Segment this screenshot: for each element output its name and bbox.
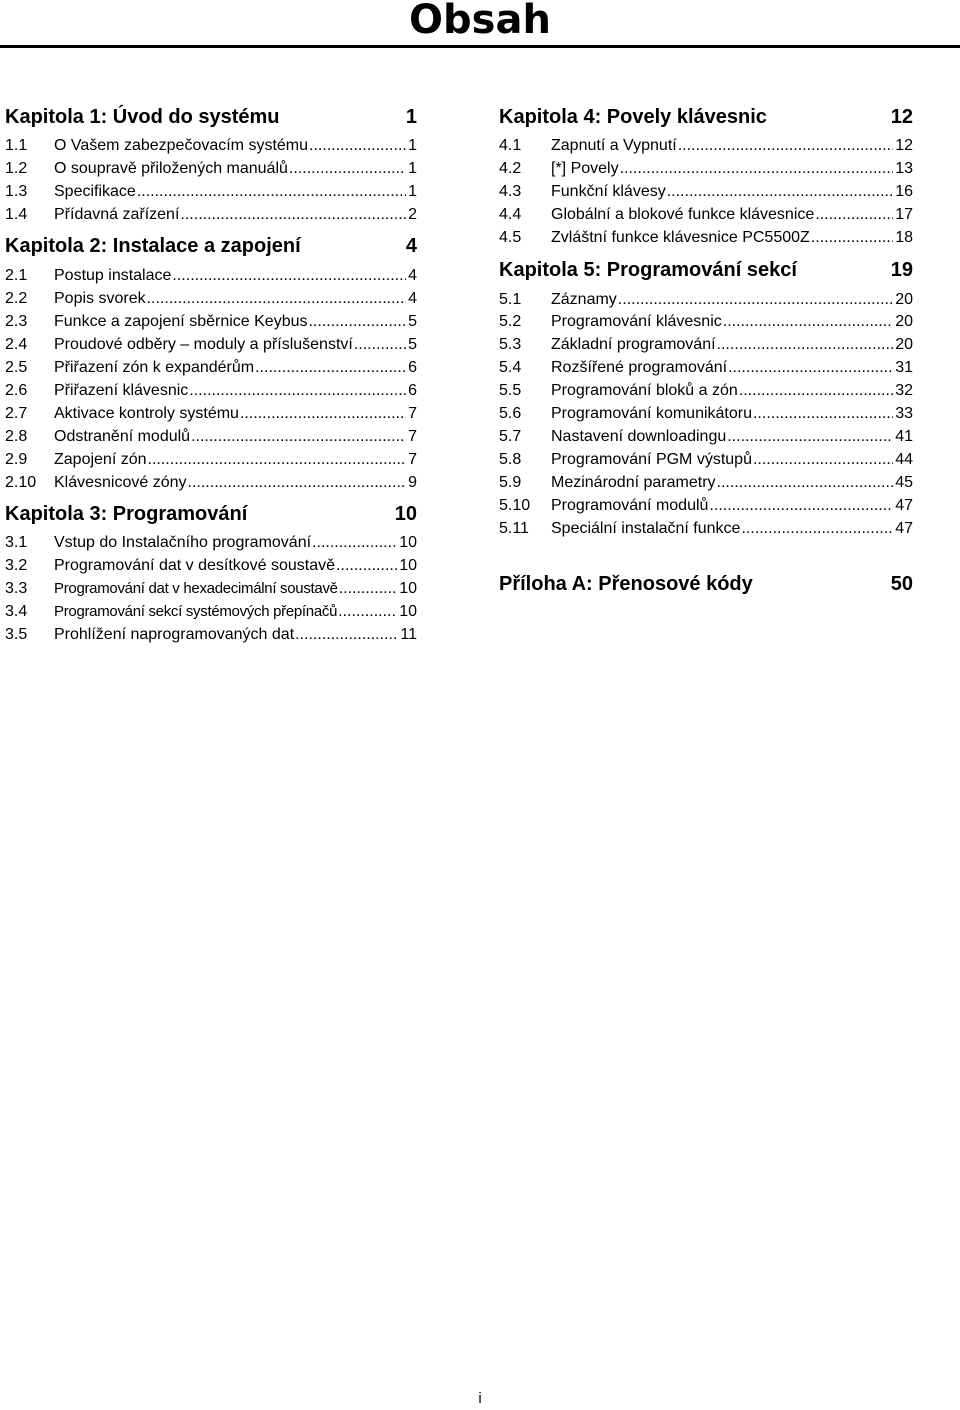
toc-entry[interactable] (5, 426, 417, 448)
entry-number: 2.10 (5, 474, 37, 491)
dot-leader (188, 472, 407, 494)
entry-number: 2.1 (5, 267, 28, 284)
page-number: i (478, 1390, 482, 1407)
toc-entry[interactable] (499, 289, 913, 311)
title-rule (0, 45, 960, 48)
entry-page: 47 (895, 497, 913, 514)
entry-number: 2.5 (5, 359, 28, 376)
chapter-page: 10 (394, 503, 417, 525)
entry-title: [*] Povely (551, 160, 619, 177)
toc-entry[interactable] (499, 357, 913, 379)
toc-entry[interactable] (5, 311, 417, 333)
toc-entry[interactable] (5, 357, 417, 379)
entry-number: 2.4 (5, 336, 28, 353)
toc-entry[interactable] (5, 578, 417, 600)
entry-title: Programování PGM výstupů (551, 451, 752, 468)
entry-title: Zapnutí a Vypnutí (551, 137, 677, 154)
page-title: Obsah (409, 0, 551, 43)
chapter-page: 50 (890, 573, 913, 595)
entry-title: O soupravě přiložených manuálů (54, 160, 288, 177)
entry-number: 4.1 (499, 137, 522, 154)
dot-leader (753, 403, 893, 425)
entry-page: 44 (895, 451, 913, 468)
entry-number: 4.2 (499, 160, 522, 177)
chapter-page: 4 (405, 235, 417, 257)
toc-entry[interactable] (5, 135, 417, 157)
entry-page: 5 (408, 336, 417, 353)
entry-title: Programování dat v desítkové soustavě (54, 557, 336, 574)
toc-entry[interactable] (5, 403, 417, 425)
entry-page: 32 (895, 382, 913, 399)
chapter-title: Příloha A: Přenosové kódy (499, 573, 753, 595)
entry-number: 5.10 (499, 497, 531, 514)
toc-entry[interactable] (499, 181, 913, 203)
entry-page: 33 (895, 405, 913, 422)
entry-number: 3.2 (5, 557, 28, 574)
entry-number: 5.7 (499, 428, 522, 445)
entry-number: 1.4 (5, 206, 28, 223)
dot-leader (289, 158, 406, 180)
entry-title: Přiřazení zón k expandérům (54, 359, 255, 376)
entry-title: Přídavná zařízení (54, 206, 180, 223)
toc-entry[interactable] (499, 311, 913, 333)
entry-title: Přiřazení klávesnic (54, 382, 189, 399)
dot-leader (148, 449, 407, 471)
dot-leader (354, 334, 406, 356)
entry-title: Popis svorek (54, 290, 146, 307)
entry-page: 2 (408, 206, 417, 223)
entry-number: 1.2 (5, 160, 28, 177)
entry-title: Programování modulů (551, 497, 709, 514)
entry-page: 10 (399, 580, 417, 597)
dot-leader (811, 227, 893, 249)
entry-number: 5.11 (499, 520, 529, 537)
toc-entry[interactable] (5, 601, 417, 623)
entry-number: 5.5 (499, 382, 522, 399)
entry-number: 3.4 (5, 603, 28, 620)
entry-number: 5.9 (499, 474, 522, 491)
entry-page: 12 (895, 137, 913, 154)
entry-number: 5.4 (499, 359, 522, 376)
chapter-title: Kapitola 4: Povely klávesnic (499, 106, 767, 128)
entry-number: 3.1 (5, 534, 28, 551)
toc-chapter-heading[interactable] (499, 105, 913, 129)
entry-number: 3.3 (5, 580, 28, 597)
toc-entry[interactable] (499, 204, 913, 226)
toc-entry[interactable] (499, 135, 913, 157)
toc-entry[interactable] (5, 204, 417, 226)
dot-leader (678, 135, 893, 157)
entry-title: Záznamy (551, 291, 617, 308)
entry-page: 20 (895, 313, 913, 330)
entry-number: 2.8 (5, 428, 28, 445)
entry-title: Prohlížení naprogramovaných dat (54, 626, 295, 643)
toc-entry[interactable] (5, 472, 417, 494)
toc-entry[interactable] (5, 334, 417, 356)
toc-entry[interactable] (499, 227, 913, 249)
entry-page: 5 (408, 313, 417, 330)
dot-leader (255, 357, 406, 379)
dot-leader (147, 288, 407, 310)
entry-number: 2.7 (5, 405, 28, 422)
entry-number: 3.5 (5, 626, 28, 643)
dot-leader (717, 472, 894, 494)
entry-title: Programování sekcí systémových přepínačů (54, 603, 338, 620)
entry-page: 17 (895, 206, 913, 223)
dot-leader (709, 495, 893, 517)
toc-entry[interactable] (5, 624, 417, 646)
entry-number: 1.1 (5, 137, 28, 154)
toc-entry[interactable] (5, 449, 417, 471)
entry-title: Speciální instalační funkce (551, 520, 741, 537)
toc-chapter-heading[interactable] (5, 234, 417, 258)
entry-number: 4.5 (499, 229, 522, 246)
dot-leader (618, 289, 893, 311)
dot-leader (741, 518, 893, 540)
toc-entry[interactable] (499, 334, 913, 356)
entry-number: 1.3 (5, 183, 28, 200)
chapter-title: Kapitola 5: Programování sekcí (499, 259, 797, 281)
entry-page: 7 (408, 451, 417, 468)
entry-title: Zapojení zón (54, 451, 147, 468)
dot-leader (137, 181, 406, 203)
chapter-page: 19 (890, 259, 913, 281)
dot-leader (336, 555, 397, 577)
toc-entry[interactable] (499, 495, 913, 517)
toc-entry[interactable] (5, 380, 417, 402)
entry-title: Programování bloků a zón (551, 382, 738, 399)
entry-page: 4 (408, 290, 417, 307)
entry-title: Programování dat v hexadecimální soustavě (54, 580, 338, 597)
entry-page: 31 (895, 359, 913, 376)
entry-title: Specifikace (54, 183, 136, 200)
entry-page: 20 (895, 291, 913, 308)
toc-entry[interactable] (499, 518, 913, 540)
chapter-title: Kapitola 2: Instalace a zapojení (5, 235, 301, 257)
dot-leader (717, 334, 894, 356)
entry-page: 20 (895, 336, 913, 353)
entry-page: 10 (399, 534, 417, 551)
entry-page: 1 (408, 183, 417, 200)
entry-title: Postup instalace (54, 267, 172, 284)
dot-leader (753, 449, 893, 471)
dot-leader (191, 426, 406, 448)
toc-entry[interactable] (5, 265, 417, 287)
entry-page: 47 (895, 520, 913, 537)
dot-leader (667, 181, 893, 203)
toc-entry[interactable] (499, 449, 913, 471)
entry-page: 1 (408, 137, 417, 154)
dot-leader (728, 357, 893, 379)
entry-number: 4.3 (499, 183, 522, 200)
chapter-title: Kapitola 1: Úvod do systému (5, 106, 280, 128)
dot-leader (189, 380, 406, 402)
entry-title: Aktivace kontroly systému (54, 405, 239, 422)
entry-page: 16 (895, 183, 913, 200)
dot-leader (338, 601, 397, 623)
dot-leader (739, 380, 893, 402)
entry-number: 5.3 (499, 336, 522, 353)
entry-page: 13 (895, 160, 913, 177)
dot-leader (312, 532, 397, 554)
entry-title: Vstup do Instalačního programování (54, 534, 312, 551)
entry-title: Funkce a zapojení sběrnice Keybus (54, 313, 308, 330)
entry-page: 9 (408, 474, 417, 491)
toc-chapter-heading[interactable] (5, 502, 417, 526)
entry-title: Klávesnicové zóny (54, 474, 187, 491)
entry-number: 2.9 (5, 451, 28, 468)
dot-leader (339, 578, 398, 600)
entry-number: 5.2 (499, 313, 522, 330)
entry-page: 10 (399, 603, 417, 620)
entry-page: 6 (408, 359, 417, 376)
toc-entry[interactable] (499, 158, 913, 180)
entry-number: 2.6 (5, 382, 28, 399)
toc-entry[interactable] (499, 426, 913, 448)
entry-page: 1 (408, 160, 417, 177)
toc-entry[interactable] (499, 380, 913, 402)
entry-title: Mezinárodní parametry (551, 474, 716, 491)
entry-number: 2.3 (5, 313, 28, 330)
entry-number: 5.6 (499, 405, 522, 422)
dot-leader (620, 158, 894, 180)
chapter-title: Kapitola 3: Programování (5, 503, 248, 525)
toc-entry[interactable] (499, 472, 913, 494)
dot-leader (815, 204, 893, 226)
entry-title: Rozšířené programování (551, 359, 728, 376)
toc-chapter-heading[interactable] (499, 258, 913, 282)
entry-number: 5.1 (499, 291, 522, 308)
dot-leader (180, 204, 406, 226)
entry-page: 6 (408, 382, 417, 399)
entry-page: 18 (895, 229, 913, 246)
entry-page: 10 (399, 557, 417, 574)
toc-entry[interactable] (5, 532, 417, 554)
entry-title: Globální a blokové funkce klávesnice (551, 206, 815, 223)
dot-leader (308, 311, 406, 333)
entry-title: Nastavení downloadingu (551, 428, 727, 445)
dot-leader (309, 135, 406, 157)
dot-leader (723, 311, 893, 333)
entry-page: 41 (895, 428, 913, 445)
entry-number: 5.8 (499, 451, 522, 468)
toc-entry[interactable] (5, 181, 417, 203)
entry-title: O Vašem zabezpečovacím systému (54, 137, 309, 154)
entry-title: Programování klávesnic (551, 313, 722, 330)
entry-title: Základní programování (551, 336, 716, 353)
chapter-page: 12 (890, 106, 913, 128)
dot-leader (172, 265, 406, 287)
entry-page: 7 (408, 428, 417, 445)
entry-title: Zvláštní funkce klávesnice PC5500Z (551, 229, 810, 246)
toc-chapter-heading[interactable] (499, 572, 913, 596)
dot-leader (240, 403, 406, 425)
entry-title: Funkční klávesy (551, 183, 666, 200)
dot-leader (295, 624, 398, 646)
entry-page: 45 (895, 474, 913, 491)
toc-entry[interactable] (5, 158, 417, 180)
entry-page: 11 (400, 626, 417, 643)
entry-title: Odstranění modulů (54, 428, 191, 445)
entry-page: 7 (408, 405, 417, 422)
entry-title: Proudové odběry – moduly a příslušenství (54, 336, 353, 353)
toc-chapter-heading[interactable] (5, 105, 417, 129)
toc-entry[interactable] (499, 403, 913, 425)
chapter-page: 1 (405, 106, 417, 128)
toc-entry[interactable] (5, 555, 417, 577)
entry-number: 4.4 (499, 206, 522, 223)
entry-number: 2.2 (5, 290, 28, 307)
entry-title: Programování komunikátoru (551, 405, 752, 422)
toc-entry[interactable] (5, 288, 417, 310)
entry-page: 4 (408, 267, 417, 284)
dot-leader (727, 426, 893, 448)
